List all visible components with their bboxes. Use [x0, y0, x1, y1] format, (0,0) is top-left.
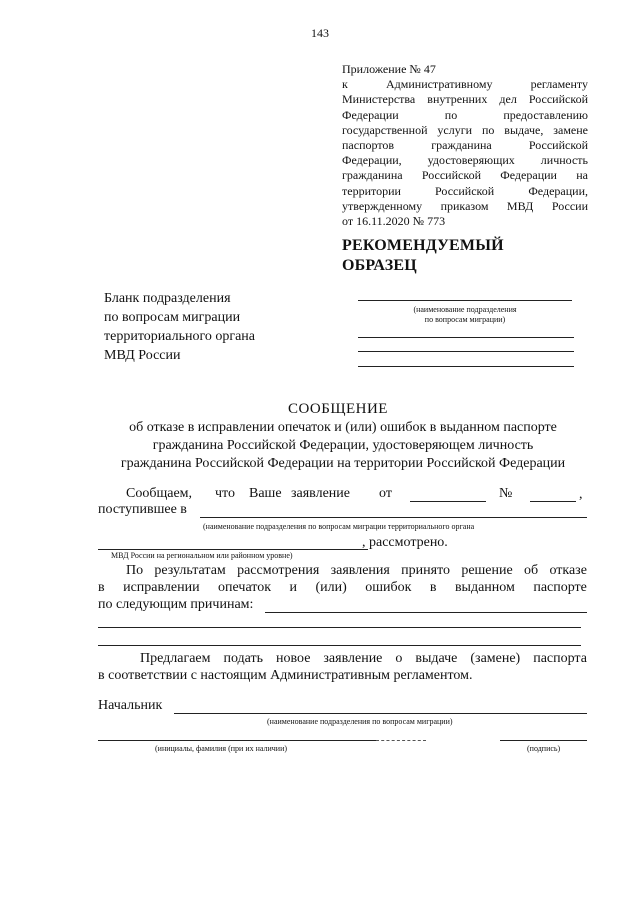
- p1-word-3: Ваше: [249, 486, 282, 501]
- p3-l1-word-4: заявление: [323, 651, 383, 666]
- blank-line-3: территориального органа: [104, 329, 256, 344]
- p2-l1-word-2: результатам: [154, 563, 226, 578]
- blank-line-2: по вопросам миграции: [104, 310, 241, 325]
- p2-l2-word-6: ошибок: [365, 580, 412, 595]
- sample-label: [342, 236, 504, 276]
- reasons-field-1[interactable]: [265, 612, 587, 613]
- p3-l1-word-1: Предлагаем: [140, 651, 211, 666]
- document-subtitle: [90, 419, 596, 473]
- application-date-field[interactable]: [410, 501, 486, 502]
- sample-label-line-2: ОБРАЗЕЦ: [342, 257, 417, 274]
- signature-field[interactable]: [500, 740, 587, 741]
- p1-comma: ,: [579, 487, 583, 502]
- p1-considered: , рассмотрено.: [362, 535, 448, 550]
- blank-line-1: Бланк подразделения: [104, 291, 231, 306]
- chief-label: Начальник: [98, 698, 163, 713]
- appendix-line-11: от 16.11.2020 № 773: [342, 214, 446, 229]
- initials-field[interactable]: [98, 740, 376, 741]
- initials-field-dash: [376, 740, 426, 741]
- recipient-line-1[interactable]: [358, 337, 574, 338]
- p2-line-2: [98, 580, 587, 596]
- appendix-line-2: к Административному регламенту: [342, 77, 588, 92]
- blank-line-4: МВД России: [104, 348, 181, 363]
- appendix-line-8: гражданина Российской Федерации на: [342, 168, 588, 183]
- recipient-caption: [358, 305, 572, 325]
- chief-unit-field[interactable]: [174, 713, 587, 714]
- appendix-block: [342, 62, 588, 229]
- p2-l1-word-5: принято: [401, 563, 451, 578]
- p1-word-2: что: [215, 486, 235, 501]
- unit-blank-block: [104, 289, 255, 365]
- p1-number-sign: №: [499, 486, 513, 501]
- appendix-line-7: Федерации, удостоверяющих личность: [342, 153, 588, 168]
- subtitle-line-3: гражданина Российской Федерации на территории Российской Федерации: [120, 456, 566, 471]
- p2-line-1: [126, 563, 587, 579]
- p2-l2-word-1: в: [98, 580, 105, 595]
- p3-l1-word-8: паспорта: [533, 651, 587, 666]
- caption-unit-1: (наименование подразделения по вопросам миграции территориального органа: [203, 522, 475, 531]
- p2-l1-word-7: об: [524, 563, 539, 578]
- caption-unit-2: МВД России на региональном или районном уровне): [111, 551, 293, 560]
- p2-l2-word-4: и: [289, 580, 297, 595]
- appendix-line-5: государственной услуги по выдаче, замене: [342, 122, 588, 137]
- recipient-line-2[interactable]: [358, 351, 574, 352]
- subtitle-line-2: гражданина Российской Федерации, удостоверяющем личность: [152, 438, 534, 453]
- recipient-caption-line-1: (наименование подразделения: [413, 305, 517, 314]
- receiving-unit-field[interactable]: [200, 517, 587, 518]
- p1-word-4: заявление: [291, 486, 351, 501]
- p2-l1-word-4: заявления: [330, 563, 390, 578]
- appendix-line-10: утвержденному приказом МВД России: [342, 198, 588, 213]
- appendix-line-3: Министерства внутренних дел Российской: [342, 92, 588, 107]
- p2-l2-word-8: выданном: [454, 580, 515, 595]
- p2-l2-word-2: исправлении: [123, 580, 200, 595]
- p3-l1-word-7: (замене): [470, 651, 521, 666]
- p2-l1-word-8: отказе: [549, 563, 587, 578]
- p2-reasons-label: по следующим причинам:: [98, 597, 254, 612]
- sample-label-line-1: РЕКОМЕНДУЕМЫЙ: [342, 237, 504, 254]
- page-number: 143: [311, 26, 329, 40]
- p2-l2-word-3: опечаток: [218, 580, 272, 595]
- p2-l1-word-6: решение: [461, 563, 513, 578]
- p2-l1-word-1: По: [126, 563, 144, 578]
- document-title: СООБЩЕНИЕ: [288, 401, 388, 417]
- p2-l2-word-9: паспорте: [533, 580, 587, 595]
- subtitle-line-1: об отказе в исправлении опечаток и (или) ошибок в выданном паспорте: [129, 420, 557, 435]
- reasons-field-2[interactable]: [98, 627, 581, 628]
- caption-initials: (инициалы, фамилия (при их наличии): [155, 744, 288, 753]
- p1-received-in: поступившее в: [98, 502, 187, 517]
- recipient-caption-line-2: по вопросам миграции): [424, 315, 506, 324]
- application-number-field[interactable]: [530, 501, 576, 502]
- p2-l2-word-5: (или): [315, 580, 347, 595]
- caption-chief: (наименование подразделения по вопросам миграции): [267, 717, 453, 726]
- p3-line-1: [140, 651, 587, 667]
- appendix-line-1: Приложение № 47: [342, 62, 436, 76]
- appendix-line-9: территории Российской Федерации,: [342, 183, 588, 198]
- p3-l1-word-6: выдаче: [415, 651, 458, 666]
- p3-l1-word-3: новое: [276, 651, 311, 666]
- appendix-line-6: паспортов гражданина Российской: [342, 138, 588, 153]
- p3-line-2: в соответствии с настоящим Административным регламентом.: [98, 668, 473, 683]
- p3-l1-word-5: о: [395, 651, 403, 666]
- caption-signature: (подпись): [527, 744, 561, 753]
- p3-l1-word-2: подать: [223, 651, 264, 666]
- recipient-unit-line[interactable]: [358, 300, 572, 301]
- receiving-unit-field-2[interactable]: [98, 549, 368, 550]
- p2-l2-word-7: в: [429, 580, 437, 595]
- p1-word-1: Сообщаем,: [126, 486, 193, 501]
- p1-word-5: от: [379, 486, 392, 501]
- reasons-field-3[interactable]: [98, 645, 581, 646]
- recipient-line-3[interactable]: [358, 366, 574, 367]
- appendix-line-4: Федерации по предоставлению: [342, 107, 588, 122]
- p2-l1-word-3: рассмотрения: [237, 563, 320, 578]
